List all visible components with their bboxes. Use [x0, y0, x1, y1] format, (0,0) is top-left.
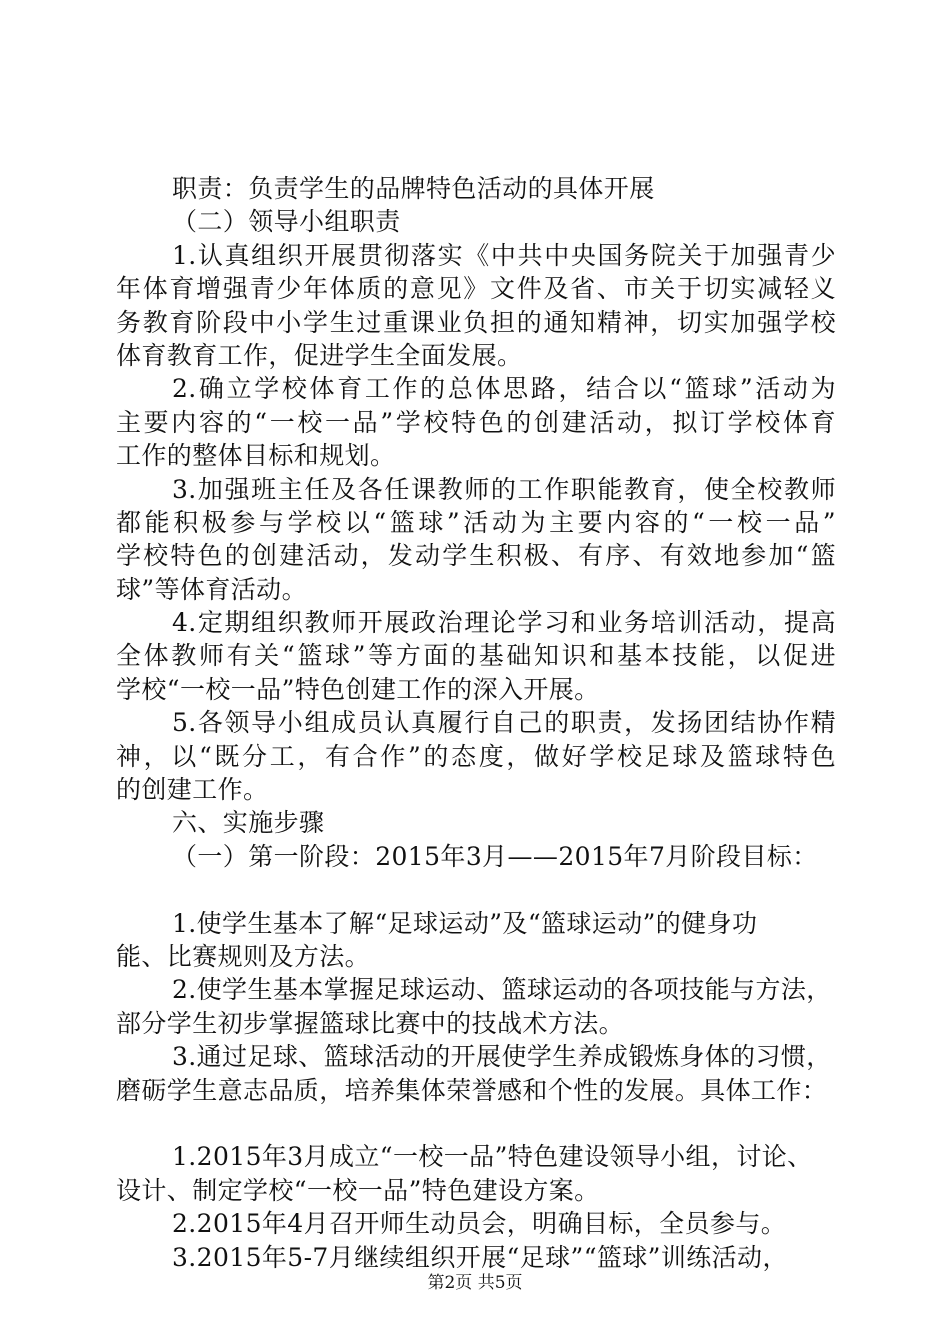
paragraph-line: 务教育阶段中小学生过重课业负担的通知精神，切实加强学校	[116, 307, 836, 337]
paragraph-line: 全体教师有关“篮球”等方面的基础知识和基本技能，以促进	[116, 641, 836, 671]
document-body	[116, 172, 836, 1274]
section-heading: （二）领导小组职责	[172, 207, 401, 237]
paragraph-line: 3.加强班主任及各任课教师的工作职能教育，使全校教师	[172, 474, 836, 504]
paragraph-line: 1.2015年3月成立“一校一品”特色建设领导小组，讨论、	[172, 1142, 813, 1172]
paragraph-line: 体育教育工作，促进学生全面发展。	[116, 340, 523, 370]
paragraph-line: 都能积极参与学校以“篮球”活动为主要内容的“一校一品”	[116, 507, 836, 537]
paragraph-line: 2.确立学校体育工作的总体思路，结合以“篮球”活动为	[172, 374, 836, 404]
paragraph-line: 学校“一校一品”特色创建工作的深入开展。	[116, 674, 600, 704]
page-footer: 第2页 共5页	[427, 1273, 523, 1293]
paragraph-line: 部分学生初步掌握篮球比赛中的技战术方法。	[116, 1008, 625, 1038]
paragraph-line: 年体育增强青少年体质的意见》文件及省、市关于切实减轻义	[116, 274, 836, 304]
paragraph-line: 2.使学生基本掌握足球运动、篮球运动的各项技能与方法，	[172, 975, 832, 1005]
paragraph-line: 3.2015年5-7月继续组织开展“足球”“篮球”训练活动，	[172, 1242, 788, 1272]
paragraph-line: 1.使学生基本了解“足球运动”及“篮球运动”的健身功	[172, 908, 758, 938]
paragraph-line: 2.2015年4月召开师生动员会，明确目标，全员参与。	[172, 1209, 787, 1239]
paragraph-line: 职责：负责学生的品牌特色活动的具体开展	[172, 174, 655, 203]
section-heading: （一）第一阶段：2015年3月——2015年7月阶段目标：	[172, 841, 818, 871]
paragraph-line: 工作的整体目标和规划。	[116, 441, 396, 471]
paragraph-line: 磨砺学生意志品质，培养集体荣誉感和个性的发展。具体工作：	[116, 1075, 828, 1105]
paragraph-line: 能、比赛规则及方法。	[116, 941, 371, 971]
section-heading: 六、实施步骤	[172, 808, 325, 838]
paragraph-line: 3.通过足球、篮球活动的开展使学生养成锻炼身体的习惯，	[172, 1042, 832, 1072]
paragraph-line: 5.各领导小组成员认真履行自己的职责，发扬团结协作精	[172, 708, 836, 738]
paragraph-line: 设计、制定学校“一校一品”特色建设方案。	[116, 1175, 600, 1205]
paragraph-line: 主要内容的“一校一品”学校特色的创建活动，拟订学校体育	[116, 407, 836, 437]
paragraph-line: 4.定期组织教师开展政治理论学习和业务培训活动，提高	[172, 608, 836, 638]
paragraph-line: 学校特色的创建活动，发动学生积极、有序、有效地参加“篮	[116, 541, 836, 571]
paragraph-line: 神，以“既分工，有合作”的态度，做好学校足球及篮球特色	[116, 741, 836, 771]
blank-line	[116, 873, 836, 906]
blank-line	[116, 1107, 836, 1140]
paragraph-line: 的创建工作。	[116, 775, 269, 805]
paragraph-line: 球”等体育活动。	[116, 574, 307, 604]
paragraph-line: 1.认真组织开展贯彻落实《中共中央国务院关于加强青少	[172, 240, 836, 270]
